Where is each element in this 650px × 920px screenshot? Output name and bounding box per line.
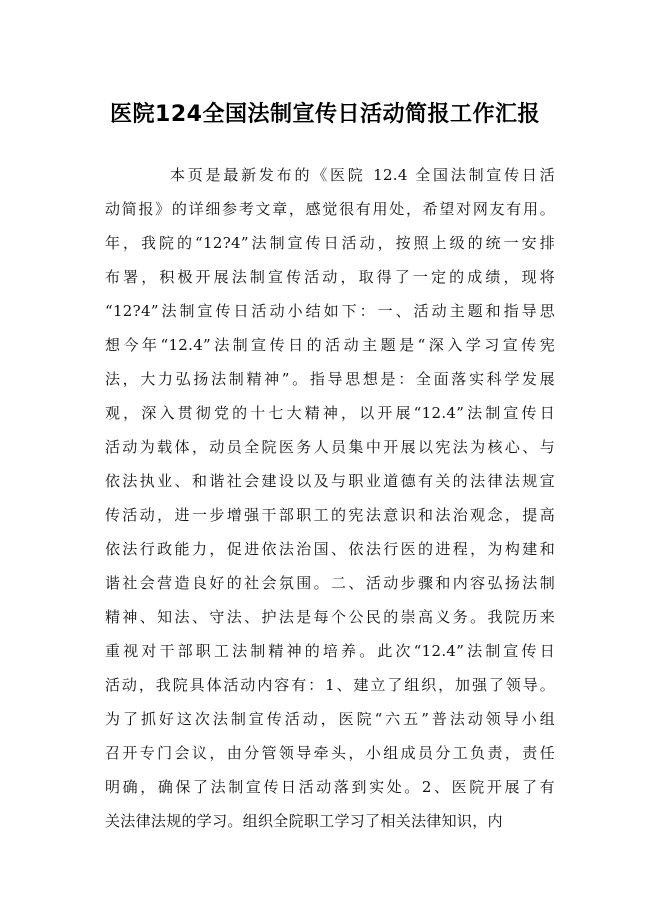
paragraph-line: 本页是最新发布的《医院 12.4 全国法制宣传日活 (170, 166, 555, 184)
paragraph-line: 活动，我院具体活动内容有：1、建立了组织，加强了领导。 (105, 676, 555, 694)
paragraph-line: 明确，确保了法制宣传日活动落到实处。2、医院开展了有 (105, 778, 555, 796)
paragraph-line: 关法律法规的学习。组织全院职工学习了相关法律知识，内 (105, 812, 503, 830)
paragraph-line: 年，我院的“12?4”法制宣传日活动，按照上级的统一安排 (105, 234, 555, 252)
paragraph-line: 传活动，进一步增强干部职工的宪法意识和法治观念，提高 (105, 506, 555, 524)
paragraph-line: 召开专门会议，由分管领导牵头，小组成员分工负责，责任 (105, 744, 555, 762)
paragraph-line: 依法行政能力，促进依法治国、依法行医的进程，为构建和 (105, 540, 555, 558)
paragraph-line: 重视对干部职工法制精神的培养。此次“12.4”法制宣传日 (105, 642, 555, 660)
paragraph-line: 谐社会营造良好的社会氛围。二、活动步骤和内容弘扬法制 (105, 574, 555, 592)
document-title: 医院124全国法制宣传日活动简报工作汇报 (110, 102, 540, 127)
paragraph-line: 为了抓好这次法制宣传活动，医院“六五”普法动领导小组 (105, 710, 555, 728)
paragraph-line: 活动为载体，动员全院医务人员集中开展以宪法为核心、与 (105, 438, 555, 456)
paragraph-line: 法，大力弘扬法制精神”。指导思想是：全面落实科学发展 (105, 370, 555, 388)
paragraph-line: 动简报》的详细参考文章，感觉很有用处，希望对网友有用。 (105, 200, 555, 218)
paragraph-line: 依法执业、和谐社会建设以及与职业道德有关的法律法规宣 (105, 472, 555, 490)
paragraph-line: 精神、知法、守法、护法是每个公民的崇高义务。我院历来 (105, 608, 555, 626)
paragraph-line: “12?4”法制宣传日活动小结如下：一、活动主题和指导思 (105, 302, 555, 320)
document-body (105, 158, 555, 838)
paragraph-line: 观，深入贯彻党的十七大精神，以开展“12.4”法制宣传日 (105, 404, 555, 422)
paragraph-line: 布署，积极开展法制宣传活动，取得了一定的成绩，现将 (105, 268, 555, 286)
paragraph-line: 想今年“12.4”法制宣传日的活动主题是“深入学习宣传宪 (105, 336, 555, 354)
